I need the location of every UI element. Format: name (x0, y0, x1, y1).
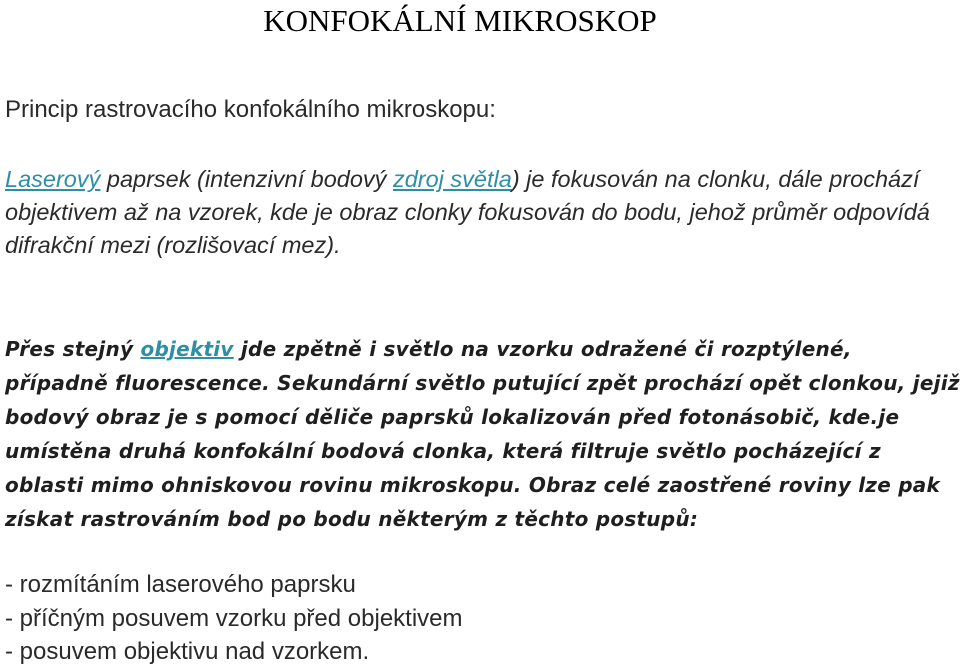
scanning-methods-list (5, 568, 463, 669)
subtitle: Princip rastrovacího konfokálního mikroskopu: (5, 96, 496, 123)
paragraph2-text-a: Přes stejný (5, 337, 141, 361)
paragraph-secondary-light (5, 332, 960, 536)
link-objective[interactable]: objektiv (140, 337, 234, 361)
list-item: - posuvem objektivu nad vzorkem. (5, 638, 370, 665)
page-title: KONFOKÁLNÍ MIKROSKOP (263, 3, 657, 38)
link-light-source[interactable]: zdroj světla (392, 166, 512, 192)
list-item: - rozmítáním laserového paprsku (5, 571, 356, 598)
paragraph1-text-a: paprsek (intenzivní bodový (100, 166, 393, 192)
paragraph-laser-principle (5, 163, 955, 262)
paragraph2-text-b: jde zpětně i světlo na vzorku odražené či rozptýlené, případně fluorescence. Sekundární světlo putující zpět prochází opět clonkou, jejiž bodový obraz je s pomocí děliče paprsků lokalizován před fotonásobič, kde.je umístěna druhá konfokální bodová clonka, která filtruje světlo pocházející z oblasti mimo ohniskovou rovinu mikroskopu. Obraz celé zaostřené roviny lze pak získat rastrováním bod po bodu některým z těchto postupů: (5, 337, 960, 531)
list-item: - příčným posuvem vzorku před objektivem (5, 604, 463, 632)
paragraph1-text-b: ) je fokusován na clonku, dále prochází objektivem až na vzorek, kde je obraz clonky fokusován do bodu, jehož průměr odpovídá difrakční mezi (rozlišovací mez). (5, 166, 930, 258)
link-laser[interactable]: Laserový (5, 166, 101, 192)
